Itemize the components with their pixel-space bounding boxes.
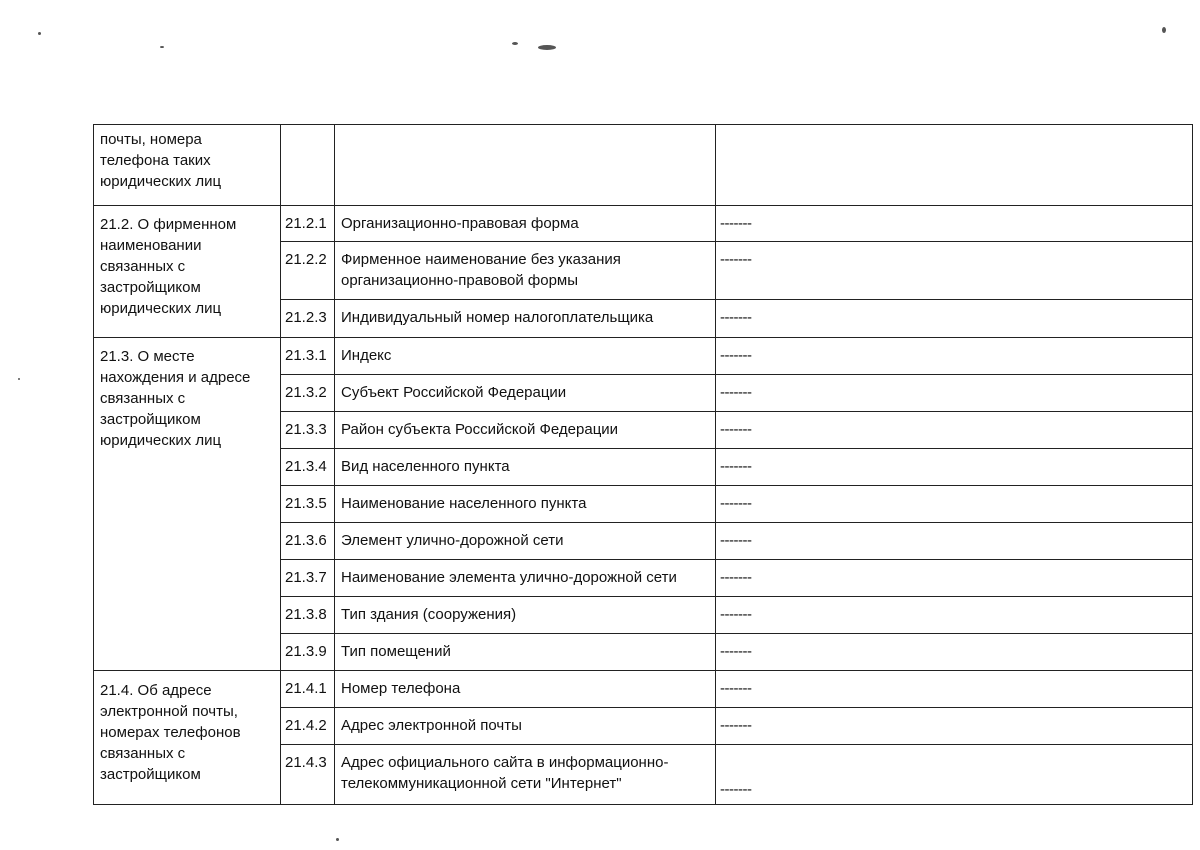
field-value: -------: [716, 523, 1193, 560]
field-code: 21.3.5: [281, 486, 335, 523]
field-name: Наименование элемента улично-дорожной сети: [335, 560, 716, 597]
disclosure-table: [93, 124, 1193, 805]
field-code: 21.4.1: [281, 671, 335, 708]
field-value: -------: [716, 708, 1193, 745]
field-code: 21.3.9: [281, 634, 335, 671]
field-code: 21.4.3: [281, 745, 335, 805]
field-value: -------: [716, 242, 1193, 300]
field-name: Вид населенного пункта: [335, 449, 716, 486]
field-code: [281, 125, 335, 206]
field-code: 21.3.1: [281, 338, 335, 375]
field-code: 21.3.4: [281, 449, 335, 486]
field-name: Индивидуальный номер налогоплательщика: [335, 300, 716, 338]
field-name: Адрес электронной почты: [335, 708, 716, 745]
field-code: 21.3.7: [281, 560, 335, 597]
section-title: 21.2. О фирменном наименовании связанных с застройщиком юридических лиц: [94, 206, 281, 338]
field-value: -------: [716, 634, 1193, 671]
field-name: Субъект Российской Федерации: [335, 375, 716, 412]
table-row: [94, 338, 1193, 375]
field-name: Адрес официального сайта в информационно-телекоммуникационной сети "Интернет": [335, 745, 716, 805]
field-code: 21.3.3: [281, 412, 335, 449]
section-title: 21.4. Об адресе электронной почты, номерах телефонов связанных с застройщиком: [94, 671, 281, 805]
field-value: -------: [716, 560, 1193, 597]
field-name: Тип помещений: [335, 634, 716, 671]
table-row: [94, 125, 1193, 206]
field-name: Индекс: [335, 338, 716, 375]
field-value: -------: [716, 206, 1193, 242]
field-code: 21.4.2: [281, 708, 335, 745]
field-name: Тип здания (сооружения): [335, 597, 716, 634]
section-title: почты, номера телефона таких юридических лиц: [94, 125, 281, 206]
field-value: -------: [716, 375, 1193, 412]
field-code: 21.3.6: [281, 523, 335, 560]
field-value: [716, 125, 1193, 206]
table-row: [94, 206, 1193, 242]
field-name: Элемент улично-дорожной сети: [335, 523, 716, 560]
field-name: Организационно-правовая форма: [335, 206, 716, 242]
field-code: 21.3.8: [281, 597, 335, 634]
field-value: -------: [716, 597, 1193, 634]
field-code: 21.2.2: [281, 242, 335, 300]
field-value: -------: [716, 412, 1193, 449]
field-value: -------: [716, 449, 1193, 486]
field-name: Номер телефона: [335, 671, 716, 708]
field-code: 21.2.1: [281, 206, 335, 242]
field-code: 21.2.3: [281, 300, 335, 338]
field-code: 21.3.2: [281, 375, 335, 412]
field-value: -------: [716, 300, 1193, 338]
field-name: [335, 125, 716, 206]
field-value: -------: [716, 745, 1193, 805]
field-name: Фирменное наименование без указания организационно-правовой формы: [335, 242, 716, 300]
field-name: Район субъекта Российской Федерации: [335, 412, 716, 449]
field-value: -------: [716, 671, 1193, 708]
field-value: -------: [716, 486, 1193, 523]
section-title: 21.3. О месте нахождения и адресе связанных с застройщиком юридических лиц: [94, 338, 281, 671]
field-name: Наименование населенного пункта: [335, 486, 716, 523]
field-value: -------: [716, 338, 1193, 375]
table-row: [94, 671, 1193, 708]
